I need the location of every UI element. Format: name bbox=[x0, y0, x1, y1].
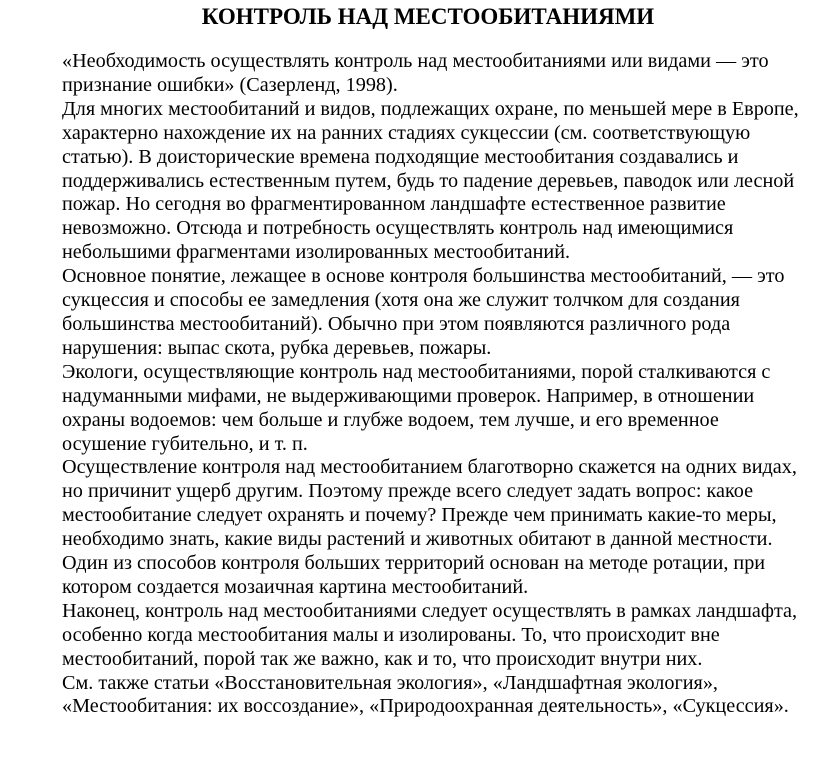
paragraph-succession-stages: Для многих местообитаний и видов, подлежащих охране, по меньшей мере в Европе, характерно нахождение их на ранних стадиях сукцессии (см. соответствующую статью). В доисторические времена подходящие местообитания создавались и поддерживались естественным путем, будь то падение деревьев, паводок или лесной пожар. Но сегодня во фрагментированном ландшафте естественное развитие невозможно. Отсюда и потребность осуществлять контроль над имеющимися небольшими фрагментами изолированных местообитаний. bbox=[62, 97, 799, 264]
document-title: КОНТРОЛЬ НАД МЕСТООБИТАНИЯМИ bbox=[201, 4, 655, 29]
paragraph-see-also: См. также статьи «Восстановительная экология», «Ландшафтная экология», «Местообитания: их воссоздание», «Природоохранная деятельность», «Сукцессия». bbox=[62, 671, 789, 718]
paragraph-myths: Экологи, осуществляющие контроль над местообитаниями, порой сталкиваются с надуманными мифами, не выдерживающими проверок. Например, в отношении охраны водоемов: чем больше и глубже водоем, тем лучше, и его временное осушение губительно, и т. п. bbox=[62, 360, 771, 455]
document-body bbox=[62, 50, 802, 719]
paragraph-control-effects: Осуществление контроля над местообитанием благотворно скажется на одних видах, но причинит ущерб другим. Поэтому прежде всего следует задать вопрос: какое местообитание следует охранять и почему? Прежде чем принимать какие-то меры, необходимо знать, какие виды растений и животных обитают в данной местности. Один из способов контроля больших территорий основан на методе ротации, при котором создается мозаичная картина местообитаний. bbox=[62, 456, 797, 598]
paragraph-landscape: Наконец, контроль над местообитаниями следует осуществлять в рамках ландшафта, особенно когда местообитания малы и изолированы. То, что происходит вне местообитаний, порой так же важно, как и то, что происходит внутри них. bbox=[62, 599, 798, 670]
paragraph-quote: «Необходимость осуществлять контроль над местообитаниями или видами — это признание ошибки» (Сазерленд, 1998). bbox=[62, 50, 769, 96]
paragraph-main-concept: Основное понятие, лежащее в основе контроля большинства местообитаний, — это сукцессия и способы ее замедления (хотя она же служит толчком для создания большинства местообитаний). Обычно при этом появляются различного рода нарушения: выпас скота, рубка деревьев, пожары. bbox=[62, 265, 785, 359]
